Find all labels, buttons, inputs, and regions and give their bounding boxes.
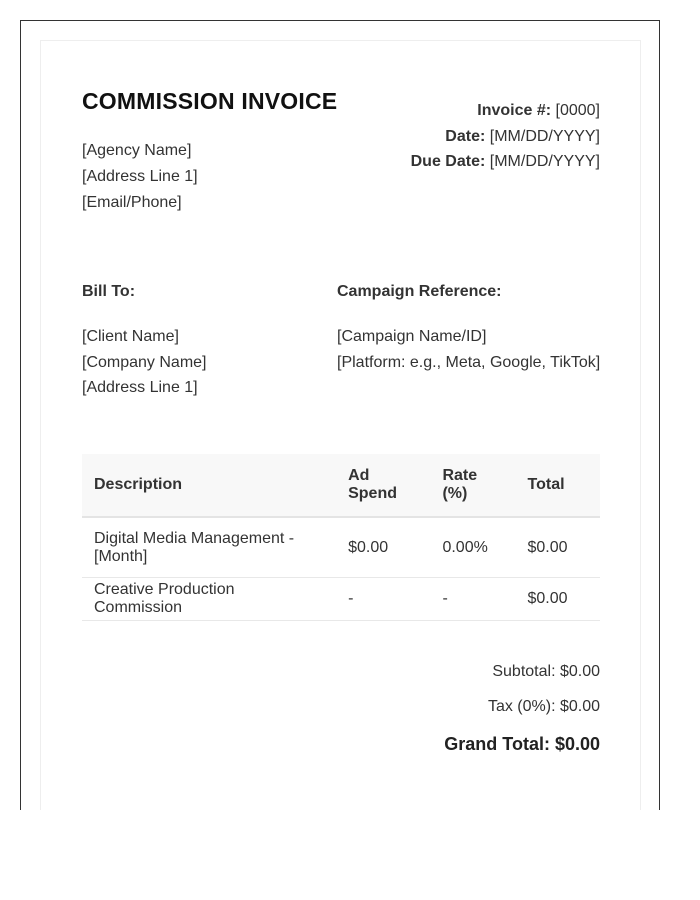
row-rate: - <box>430 578 515 621</box>
agency-contact: [Email/Phone] <box>82 194 182 211</box>
row-total: $0.00 <box>516 578 601 621</box>
header-description: Description <box>82 454 336 517</box>
header-rate: Rate (%) <box>430 454 515 517</box>
header-total: Total <box>516 454 601 517</box>
grand-total: Grand Total: $0.00 <box>444 734 600 754</box>
row-description: Digital Media Management - [Month] <box>82 517 336 578</box>
row-rate: 0.00% <box>430 517 515 578</box>
invoice-number-row <box>411 98 600 124</box>
agency-info <box>82 138 198 216</box>
table-header-row <box>82 454 600 517</box>
row-ad-spend: - <box>336 578 430 621</box>
invoice-date-label: Date: <box>445 127 486 145</box>
invoice-title: COMMISSION INVOICE <box>82 88 338 114</box>
invoice-date-value: [MM/DD/YYYY] <box>489 127 600 145</box>
row-description: Creative Production Commission <box>82 578 336 621</box>
bill-to-address: [Address Line 1] <box>82 379 198 396</box>
header-ad-spend: Ad Spend <box>336 454 430 517</box>
bill-to-company: [Company Name] <box>82 353 207 371</box>
campaign-section <box>337 282 607 375</box>
agency-name: [Agency Name] <box>82 142 192 159</box>
campaign-name: [Campaign Name/ID] <box>337 328 487 345</box>
invoice-meta <box>411 98 600 175</box>
bill-to-client: [Client Name] <box>82 328 179 345</box>
invoice-due-date-label: Due Date: <box>410 153 486 170</box>
invoice-due-date-row <box>411 149 600 175</box>
row-ad-spend: $0.00 <box>336 517 430 578</box>
invoice-date-row <box>411 124 600 150</box>
campaign-heading: Campaign Reference: <box>337 283 502 300</box>
invoice-due-date-value: [MM/DD/YYYY] <box>489 153 600 170</box>
table-row <box>82 578 600 621</box>
subtotal: Subtotal: $0.00 <box>492 663 600 680</box>
table-row <box>82 517 600 578</box>
agency-address: [Address Line 1] <box>82 168 198 185</box>
bill-to-section <box>82 282 332 401</box>
invoice-number-label: Invoice #: <box>477 102 552 119</box>
totals-section <box>444 662 600 755</box>
bill-to-heading: Bill To: <box>82 283 136 300</box>
row-total: $0.00 <box>516 517 601 578</box>
line-items-table <box>82 454 600 621</box>
invoice-number-value: [0000] <box>555 102 600 119</box>
campaign-platform: [Platform: e.g., Meta, Google, TikTok] <box>337 353 601 371</box>
tax: Tax (0%): $0.00 <box>487 698 600 715</box>
